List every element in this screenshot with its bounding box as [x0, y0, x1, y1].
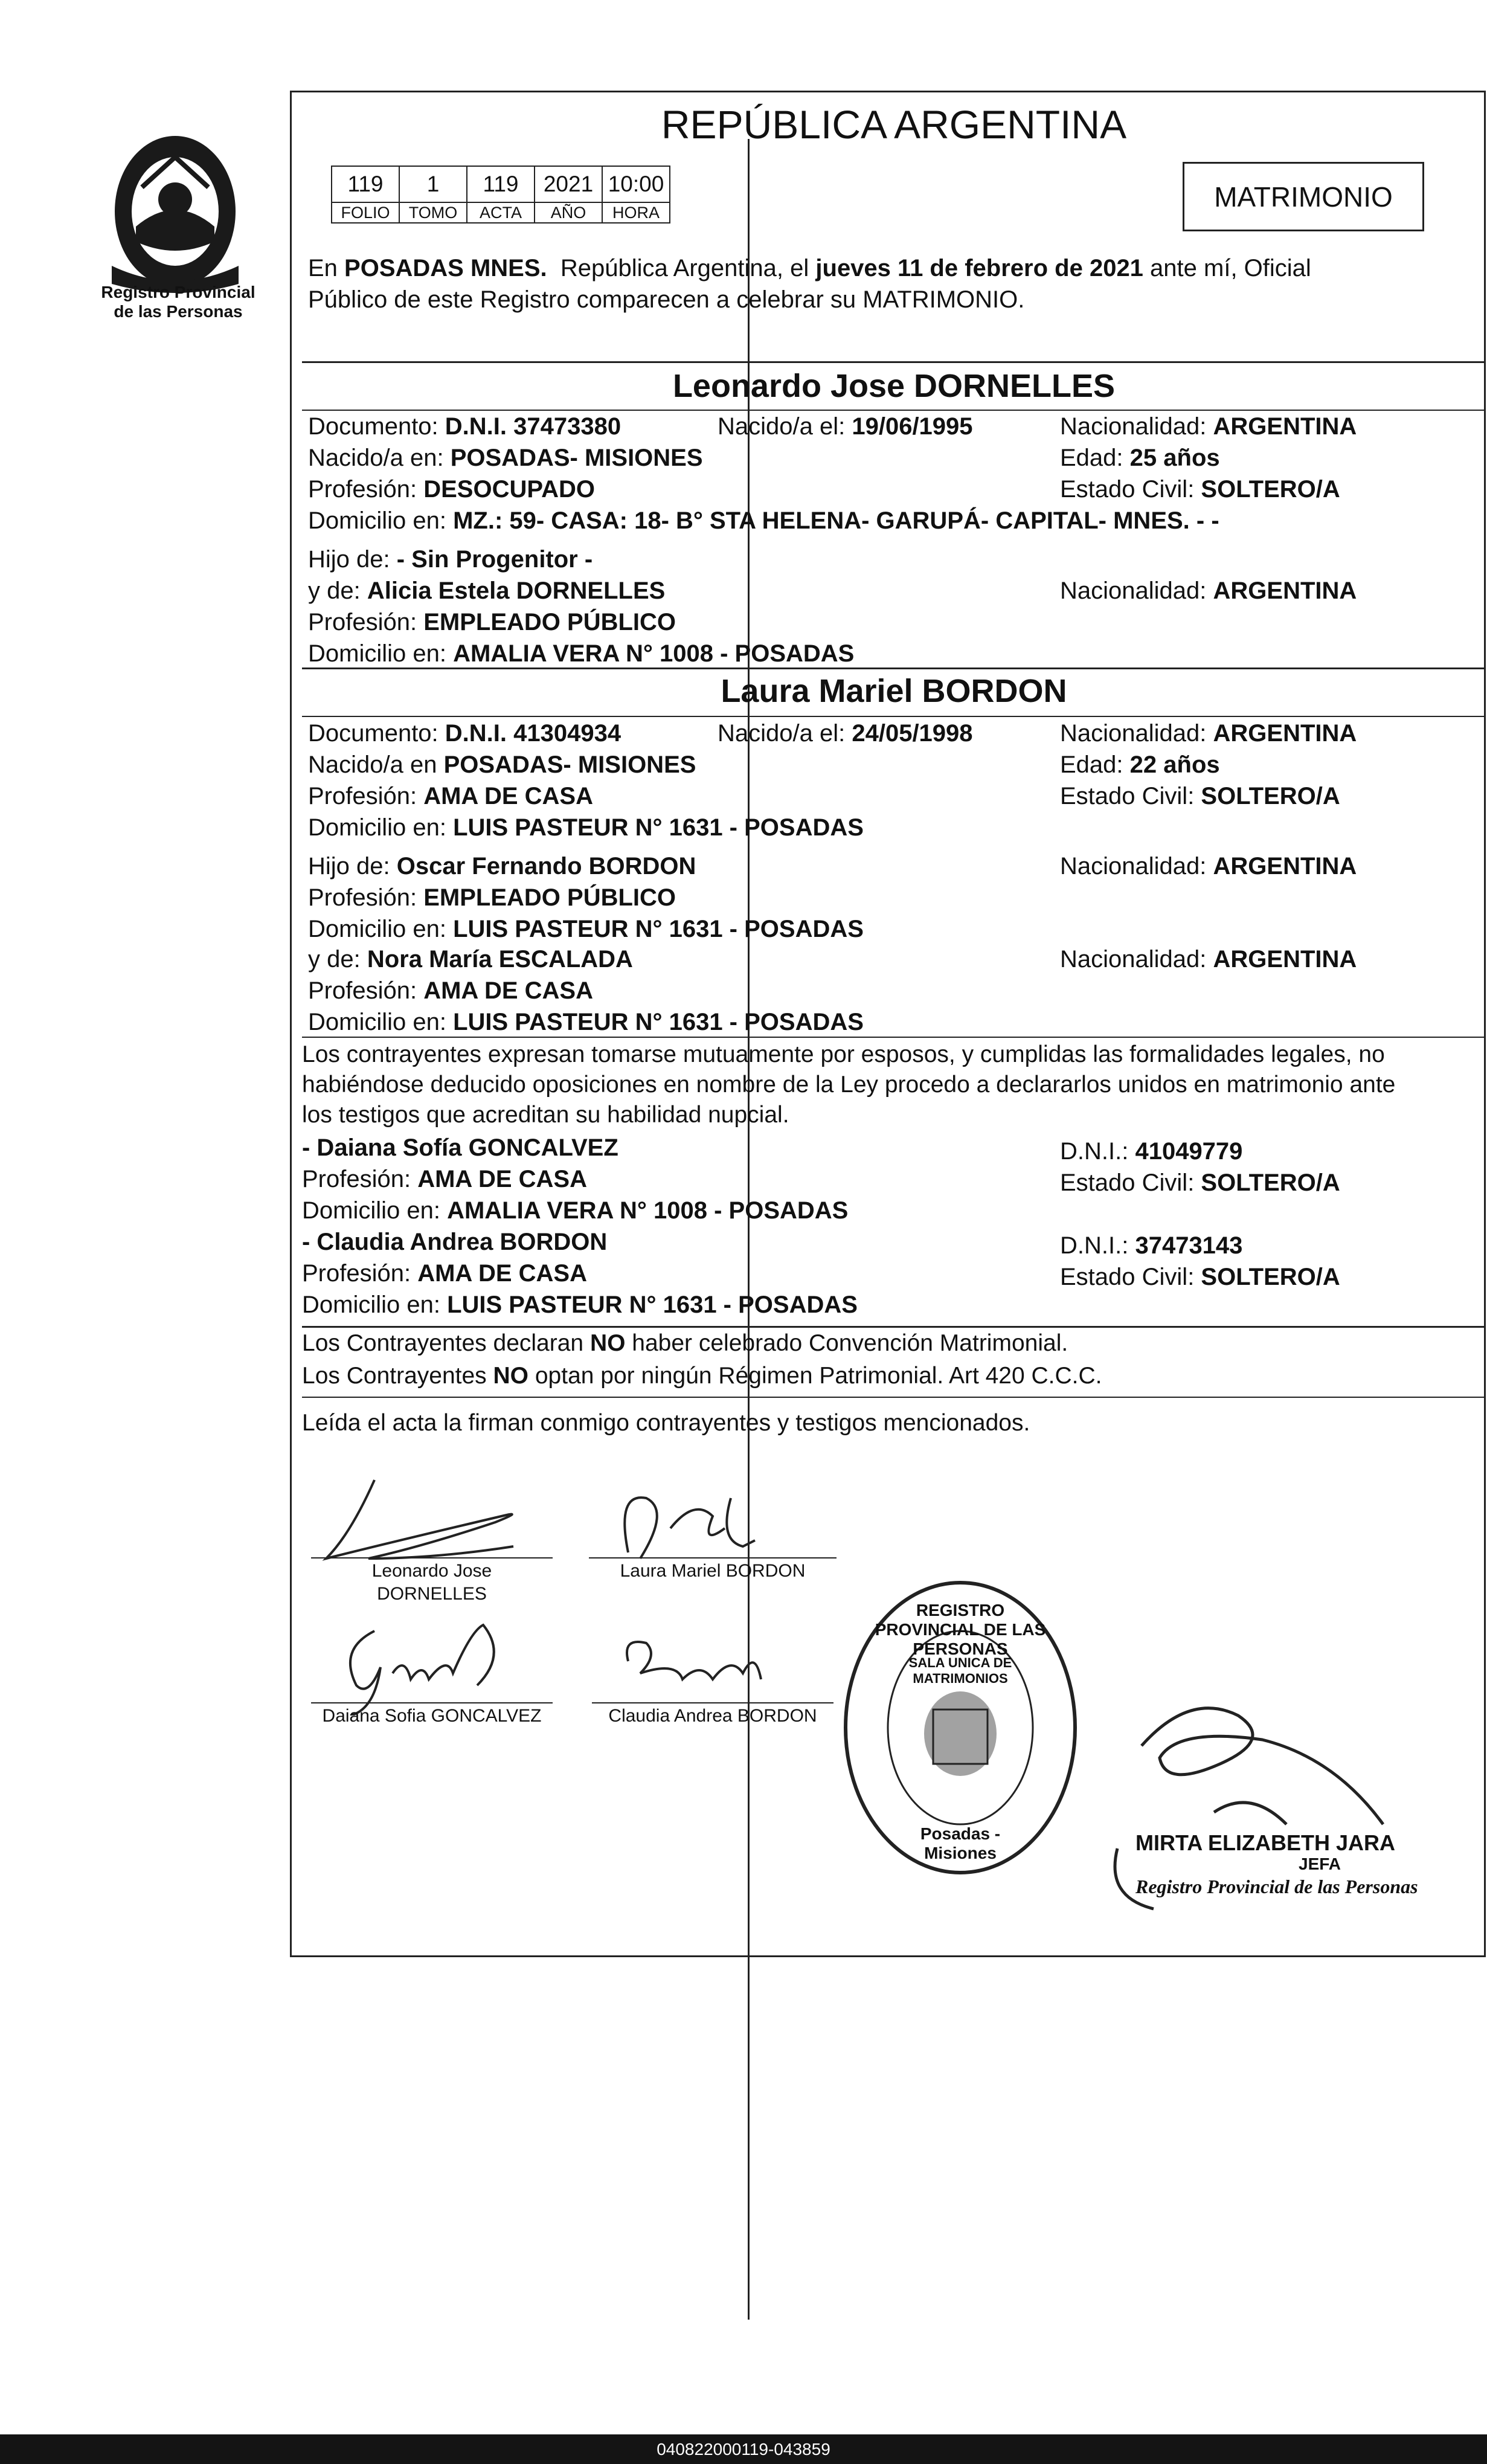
groom-nacionalidad [1060, 411, 1357, 442]
groom-signature-surname: DORNELLES [377, 1584, 487, 1604]
label: Hijo de: [308, 546, 397, 573]
value: Oscar Fernando BORDON [396, 853, 696, 880]
value: SOLTERO/A [1201, 1169, 1340, 1196]
witness-1-signature-label: Daiana Sofia GONCALVEZ [322, 1706, 542, 1726]
value: 24/05/1998 [852, 720, 973, 747]
text: optan por ningún Régimen Patrimonial. Art 420 C.C.C. [528, 1363, 1102, 1389]
bride-y-de [308, 944, 633, 975]
label: Edad: [1060, 445, 1130, 471]
bride-nacido-el [718, 718, 973, 749]
bride-y-de-domicilio [308, 1006, 864, 1038]
value: LUIS PASTEUR N° 1631 - POSADAS [447, 1292, 858, 1318]
groom-profesion [308, 474, 595, 505]
label: Documento: [308, 720, 445, 747]
signature-line [311, 1557, 553, 1558]
divider [302, 361, 1486, 363]
groom-estado-civil [1060, 474, 1340, 505]
groom-hijo-de [308, 544, 593, 575]
document-code-bar: 040822000119-043859 [0, 2434, 1487, 2464]
value: EMPLEADO PÚBLICO [423, 609, 676, 635]
label: Estado Civil: [1060, 1264, 1201, 1290]
label: Domicilio en: [308, 916, 454, 942]
value: LUIS PASTEUR N° 1631 - POSADAS [453, 1009, 864, 1035]
declaration-line-1: Los contrayentes expresan tomarse mutuamente por esposos, y cumplidas las formalidades legales, no [302, 1041, 1385, 1067]
value: EMPLEADO PÚBLICO [423, 884, 676, 911]
groom-y-de-profesion [308, 606, 676, 638]
bride-y-de-nacionalidad [1060, 944, 1357, 975]
label: Domicilio en: [308, 1009, 454, 1035]
document-type-box: MATRIMONIO [1183, 162, 1424, 231]
witness-2-domicilio [302, 1289, 858, 1320]
label: Nacido/a en [308, 751, 444, 778]
intro-line-1 [308, 253, 1311, 284]
value: MZ.: 59- CASA: 18- B° STA HELENA- GARUPÁ- CAPITAL- MNES. - - [453, 507, 1219, 534]
label: Domicilio en: [302, 1292, 448, 1318]
logo-caption [72, 283, 284, 321]
value: - Sin Progenitor - [396, 546, 593, 573]
label: Estado Civil: [1060, 1169, 1201, 1196]
bride-nacionalidad [1060, 718, 1357, 749]
value: AMA DE CASA [423, 977, 593, 1004]
bride-edad [1060, 749, 1220, 780]
bride-domicilio [308, 812, 864, 843]
declaration-line-2: habiéndose deducido oposiciones en nombre de la Ley procedo a declararlos unidos en matrimonio ante [302, 1072, 1396, 1098]
tomo-value: 1 [399, 166, 467, 202]
witness-1-dni [1060, 1136, 1242, 1167]
label: Profesión: [308, 884, 424, 911]
bride-estado-civil [1060, 780, 1340, 812]
label: Domicilio en: [308, 640, 454, 667]
bride-hijo-profesion [308, 882, 676, 913]
label: Edad: [1060, 751, 1130, 778]
value: ARGENTINA [1213, 853, 1357, 880]
hora-value: 10:00 [602, 166, 670, 202]
groom-y-de [308, 575, 665, 606]
groom-y-de-domicilio [308, 638, 854, 669]
label: Nacionalidad: [1060, 577, 1213, 604]
label: Hijo de: [308, 853, 397, 880]
signature-line [589, 1557, 837, 1558]
label: Profesión: [308, 476, 424, 503]
witness-1-domicilio [302, 1195, 848, 1226]
logo-caption-line2: de las Personas [114, 302, 243, 321]
hora-label: HORA [602, 202, 670, 223]
intro-date: jueves 11 de febrero de 2021 [815, 255, 1143, 281]
official-office: Registro Provincial de las Personas [1135, 1876, 1418, 1897]
seal-inner-text: SALA UNICA DE MATRIMONIOS [908, 1655, 1012, 1686]
tomo-label: TOMO [399, 202, 467, 223]
value: 37473143 [1135, 1232, 1243, 1259]
bride-documento [308, 718, 621, 749]
regime-statement [302, 1360, 1102, 1392]
value: 25 años [1129, 445, 1220, 471]
label: Domicilio en: [302, 1197, 448, 1224]
groom-nacido-en [308, 442, 703, 474]
value: 41049779 [1135, 1138, 1243, 1165]
groom-name: Leonardo Jose DORNELLES [672, 368, 1116, 404]
witness-1-signature [326, 1607, 532, 1716]
value: POSADAS- MISIONES [443, 751, 696, 778]
groom-signature-label [311, 1560, 553, 1606]
intro-prefix: En [308, 255, 345, 281]
seal-outer-text: REGISTRO PROVINCIAL DE LAS PERSONAS [875, 1601, 1046, 1658]
emphasis: NO [493, 1363, 529, 1389]
groom-documento [308, 411, 621, 442]
value: ARGENTINA [1213, 946, 1357, 973]
witness-2-name: - Claudia Andrea BORDON [302, 1229, 608, 1255]
text: haber celebrado Convención Matrimonial. [625, 1330, 1068, 1356]
folio-label: FOLIO [332, 202, 399, 223]
value: AMA DE CASA [423, 783, 593, 809]
value: SOLTERO/A [1201, 1264, 1340, 1290]
label: Domicilio en: [308, 507, 454, 534]
scan-artifact-line [748, 139, 750, 2320]
closing-statement: Leída el acta la firman conmigo contrayentes y testigos mencionados. [302, 1410, 1030, 1436]
label: Profesión: [302, 1166, 418, 1192]
intro-line-2: Público de este Registro comparecen a celebrar su MATRIMONIO. [308, 286, 1025, 313]
label: Profesión: [302, 1260, 418, 1287]
groom-y-de-nacionalidad [1060, 575, 1357, 606]
value: LUIS PASTEUR N° 1631 - POSADAS [453, 916, 864, 942]
label: Nacido/a en: [308, 445, 451, 471]
value: SOLTERO/A [1201, 783, 1340, 809]
label: y de: [308, 946, 367, 973]
value: AMALIA VERA N° 1008 - POSADAS [447, 1197, 849, 1224]
bride-profesion [308, 780, 593, 812]
label: Profesión: [308, 783, 424, 809]
divider [302, 716, 1486, 717]
value: 22 años [1129, 751, 1220, 778]
logo-caption-line1: Registro Provincial [101, 283, 255, 301]
acta-label: ACTA [467, 202, 535, 223]
groom-edad [1060, 442, 1220, 474]
witness-2-profesion [302, 1258, 587, 1289]
label: Nacionalidad: [1060, 853, 1213, 880]
emphasis: NO [589, 1330, 626, 1356]
witness-2-estado-civil [1060, 1261, 1340, 1293]
value: ARGENTINA [1213, 720, 1357, 747]
label: Nacionalidad: [1060, 946, 1213, 973]
label: Nacido/a el: [718, 720, 852, 747]
label: D.N.I.: [1060, 1232, 1135, 1259]
value: AMA DE CASA [417, 1260, 587, 1287]
value: Alicia Estela DORNELLES [367, 577, 666, 604]
intro-place: POSADAS MNES. [344, 255, 547, 281]
official-seal-text [833, 1571, 1087, 1885]
divider [302, 1397, 1486, 1398]
bride-y-de-profesion [308, 975, 593, 1006]
bride-name: Laura Mariel BORDON [721, 673, 1067, 709]
witness-2-signature-label: Claudia Andrea BORDON [608, 1706, 817, 1726]
official-title: JEFA [1299, 1854, 1341, 1873]
anio-label: AÑO [535, 202, 602, 223]
value: AMALIA VERA N° 1008 - POSADAS [453, 640, 855, 667]
witness-2-dni [1060, 1230, 1242, 1261]
label: Estado Civil: [1060, 476, 1201, 503]
bride-hijo-domicilio [308, 913, 864, 945]
official-name: MIRTA ELIZABETH JARA [1135, 1830, 1395, 1855]
bride-hijo-de [308, 851, 696, 882]
acta-value: 119 [467, 166, 535, 202]
value: DESOCUPADO [423, 476, 595, 503]
label: Nacionalidad: [1060, 720, 1213, 747]
intro-mid: República Argentina, el [547, 255, 816, 281]
folio-value: 119 [332, 166, 399, 202]
value: ARGENTINA [1213, 413, 1357, 440]
registry-numbers-table [331, 166, 670, 224]
value: Nora María ESCALADA [367, 946, 633, 973]
signature-line [311, 1702, 553, 1703]
witness-1-estado-civil [1060, 1167, 1340, 1198]
value: 19/06/1995 [852, 413, 973, 440]
label: Profesión: [308, 609, 424, 635]
witness-1-name: - Daiana Sofía GONCALVEZ [302, 1134, 618, 1161]
convention-statement [302, 1328, 1068, 1359]
value: POSADAS- MISIONES [450, 445, 703, 471]
bride-hijo-nacionalidad [1060, 851, 1357, 882]
value: D.N.I. 41304934 [445, 720, 621, 747]
label: Documento: [308, 413, 445, 440]
label: Estado Civil: [1060, 783, 1201, 809]
witness-1-profesion [302, 1163, 587, 1195]
groom-signature-name: Leonardo Jose [371, 1561, 492, 1581]
bride-nacido-en [308, 749, 696, 780]
document-title: REPÚBLICA ARGENTINA [661, 102, 1127, 147]
value: SOLTERO/A [1201, 476, 1340, 503]
groom-nacido-el [718, 411, 973, 442]
label: Domicilio en: [308, 814, 454, 841]
label: D.N.I.: [1060, 1138, 1135, 1165]
intro-suffix: ante mí, Oficial [1143, 255, 1311, 281]
text: Los Contrayentes declaran [302, 1330, 590, 1356]
declaration-line-3: los testigos que acreditan su habilidad nupcial. [302, 1102, 789, 1128]
label: y de: [308, 577, 367, 604]
witness-2-signature [604, 1625, 785, 1710]
label: Nacido/a el: [718, 413, 852, 440]
value: LUIS PASTEUR N° 1631 - POSADAS [453, 814, 864, 841]
value: D.N.I. 37473380 [445, 413, 621, 440]
bride-signature-label: Laura Mariel BORDON [620, 1561, 806, 1581]
province-logo [100, 121, 251, 296]
anio-value: 2021 [535, 166, 602, 202]
text: Los Contrayentes [302, 1363, 493, 1389]
label: Profesión: [308, 977, 424, 1004]
label: Nacionalidad: [1060, 413, 1213, 440]
value: ARGENTINA [1213, 577, 1357, 604]
value: AMA DE CASA [417, 1166, 587, 1192]
groom-domicilio [308, 505, 1219, 536]
seal-bottom-text: Posadas - Misiones [920, 1824, 1001, 1862]
signature-line [592, 1702, 833, 1703]
